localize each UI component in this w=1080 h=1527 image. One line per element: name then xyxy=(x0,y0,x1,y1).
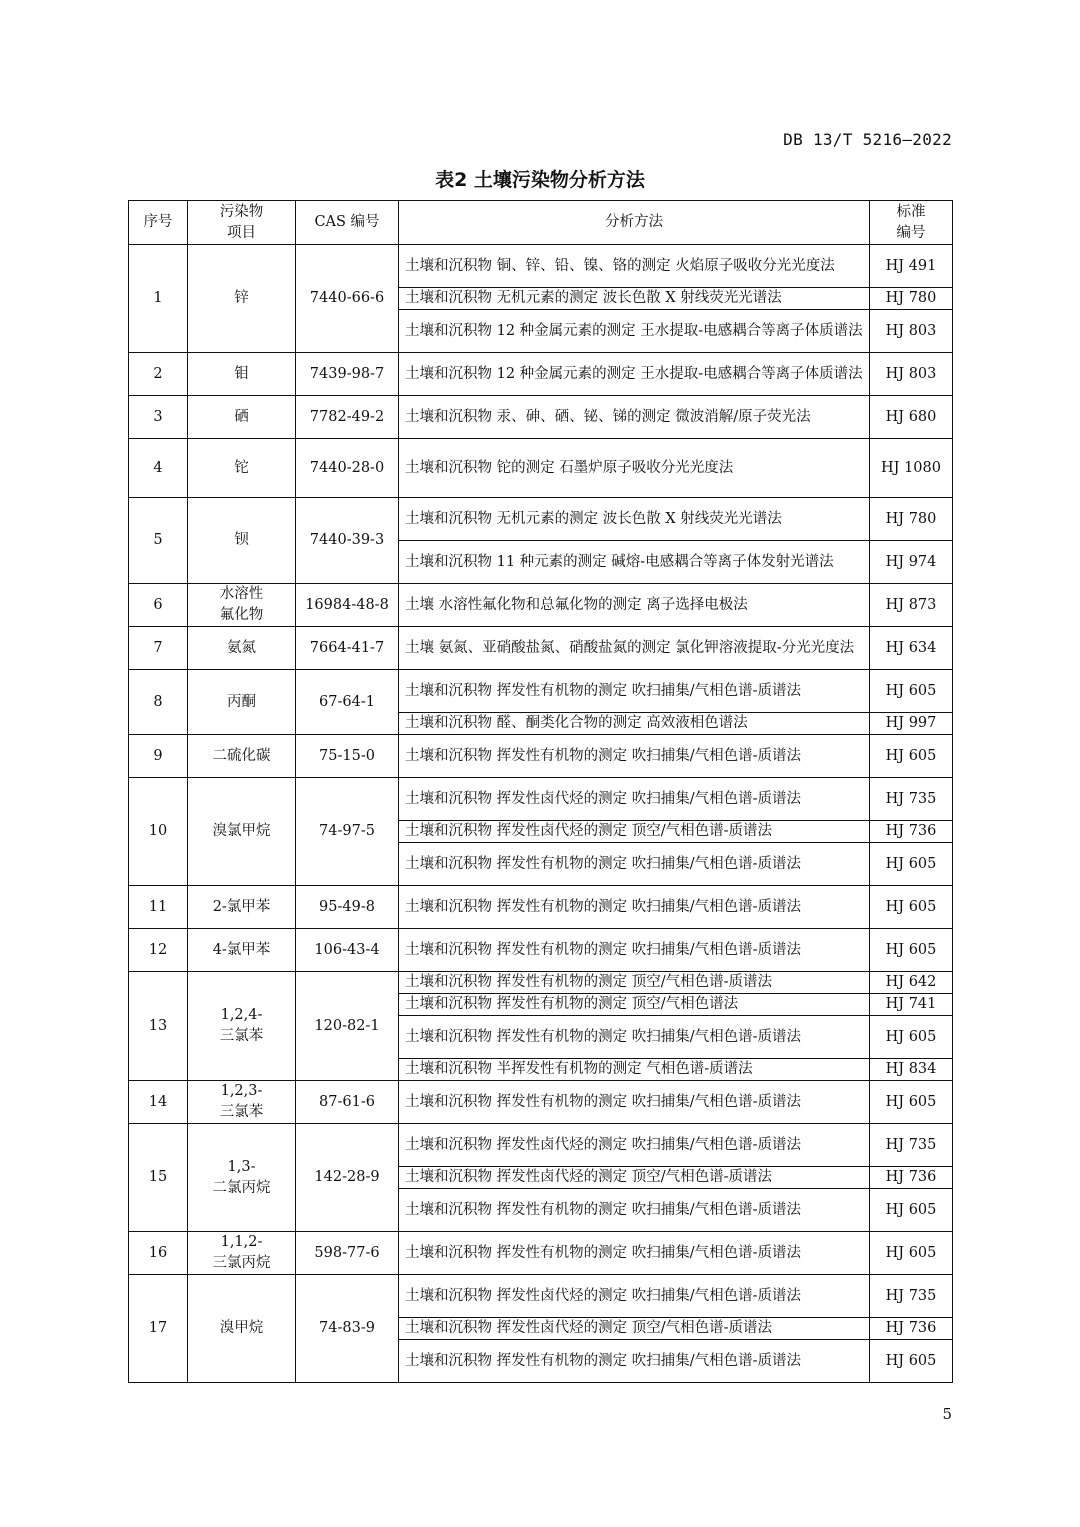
cell-method: 土壤和沉积物 挥发性卤代烃的测定 顶空/气相色谱-质谱法 xyxy=(399,1167,870,1189)
table-row xyxy=(129,1275,953,1318)
cell-pollutant: 锌 xyxy=(188,245,296,353)
cell-pollutant: 水溶性 氟化物 xyxy=(188,584,296,627)
cell-seq: 5 xyxy=(129,498,188,584)
cell-pollutant: 溴甲烷 xyxy=(188,1275,296,1383)
cell-standard: HJ 491 xyxy=(870,245,953,288)
cell-cas: 87-61-6 xyxy=(296,1081,399,1124)
cell-standard: HJ 736 xyxy=(870,1318,953,1340)
cell-cas: 7664-41-7 xyxy=(296,627,399,670)
cell-seq: 1 xyxy=(129,245,188,353)
cell-pollutant: 硒 xyxy=(188,396,296,439)
cell-seq: 3 xyxy=(129,396,188,439)
cell-method: 土壤 氨氮、亚硝酸盐氮、硝酸盐氮的测定 氯化钾溶液提取-分光光度法 xyxy=(399,627,870,670)
cell-standard: HJ 803 xyxy=(870,353,953,396)
table-header-row xyxy=(129,201,953,245)
cell-method: 土壤和沉积物 挥发性有机物的测定 吹扫捕集/气相色谱-质谱法 xyxy=(399,843,870,886)
table-row xyxy=(129,886,953,929)
cell-standard: HJ 605 xyxy=(870,1016,953,1059)
header-standard: 标准 编号 xyxy=(870,201,953,245)
cell-method: 土壤和沉积物 无机元素的测定 波长色散 X 射线荧光光谱法 xyxy=(399,288,870,310)
cell-standard: HJ 873 xyxy=(870,584,953,627)
table-row xyxy=(129,396,953,439)
cell-method: 土壤和沉积物 挥发性有机物的测定 吹扫捕集/气相色谱-质谱法 xyxy=(399,1189,870,1232)
cell-cas: 120-82-1 xyxy=(296,972,399,1081)
cell-method: 土壤和沉积物 挥发性有机物的测定 吹扫捕集/气相色谱-质谱法 xyxy=(399,1340,870,1383)
cell-pollutant: 丙酮 xyxy=(188,670,296,735)
cell-seq: 16 xyxy=(129,1232,188,1275)
cell-seq: 11 xyxy=(129,886,188,929)
table-row xyxy=(129,1081,953,1124)
cell-cas: 75-15-0 xyxy=(296,735,399,778)
cell-standard: HJ 605 xyxy=(870,1189,953,1232)
cell-method: 土壤和沉积物 醛、酮类化合物的测定 高效液相色谱法 xyxy=(399,713,870,735)
cell-standard: HJ 736 xyxy=(870,821,953,843)
cell-standard: HJ 780 xyxy=(870,288,953,310)
cell-standard: HJ 605 xyxy=(870,1081,953,1124)
cell-standard: HJ 803 xyxy=(870,310,953,353)
cell-standard: HJ 735 xyxy=(870,778,953,821)
cell-seq: 10 xyxy=(129,778,188,886)
cell-pollutant: 氨氮 xyxy=(188,627,296,670)
cell-standard: HJ 736 xyxy=(870,1167,953,1189)
cell-method: 土壤和沉积物 挥发性卤代烃的测定 吹扫捕集/气相色谱-质谱法 xyxy=(399,1124,870,1167)
table-body xyxy=(129,245,953,1383)
table-row xyxy=(129,1124,953,1167)
cell-method: 土壤和沉积物 挥发性卤代烃的测定 吹扫捕集/气相色谱-质谱法 xyxy=(399,1275,870,1318)
cell-method: 土壤和沉积物 无机元素的测定 波长色散 X 射线荧光光谱法 xyxy=(399,498,870,541)
cell-pollutant: 1,1,2- 三氯丙烷 xyxy=(188,1232,296,1275)
cell-pollutant: 1,2,3- 三氯苯 xyxy=(188,1081,296,1124)
cell-pollutant: 铊 xyxy=(188,439,296,498)
cell-cas: 7440-28-0 xyxy=(296,439,399,498)
cell-pollutant: 钡 xyxy=(188,498,296,584)
cell-method: 土壤 水溶性氟化物和总氟化物的测定 离子选择电极法 xyxy=(399,584,870,627)
cell-seq: 12 xyxy=(129,929,188,972)
cell-method: 土壤和沉积物 挥发性卤代烃的测定 顶空/气相色谱-质谱法 xyxy=(399,821,870,843)
cell-method: 土壤和沉积物 挥发性卤代烃的测定 吹扫捕集/气相色谱-质谱法 xyxy=(399,778,870,821)
table-row xyxy=(129,584,953,627)
cell-pollutant: 溴氯甲烷 xyxy=(188,778,296,886)
cell-method: 土壤和沉积物 挥发性卤代烃的测定 顶空/气相色谱-质谱法 xyxy=(399,1318,870,1340)
cell-seq: 17 xyxy=(129,1275,188,1383)
cell-cas: 106-43-4 xyxy=(296,929,399,972)
cell-cas: 7782-49-2 xyxy=(296,396,399,439)
table-row xyxy=(129,353,953,396)
cell-standard: HJ 780 xyxy=(870,498,953,541)
cell-standard: HJ 642 xyxy=(870,972,953,994)
header-method: 分析方法 xyxy=(399,201,870,245)
analysis-methods-table xyxy=(128,200,953,1383)
cell-seq: 4 xyxy=(129,439,188,498)
cell-standard: HJ 974 xyxy=(870,541,953,584)
table-row xyxy=(129,498,953,541)
cell-pollutant: 4-氯甲苯 xyxy=(188,929,296,972)
cell-seq: 13 xyxy=(129,972,188,1081)
cell-pollutant: 钼 xyxy=(188,353,296,396)
cell-standard: HJ 605 xyxy=(870,735,953,778)
cell-method: 土壤和沉积物 挥发性有机物的测定 顶空/气相色谱法 xyxy=(399,994,870,1016)
cell-method: 土壤和沉积物 12 种金属元素的测定 王水提取-电感耦合等离子体质谱法 xyxy=(399,310,870,353)
cell-cas: 67-64-1 xyxy=(296,670,399,735)
cell-method: 土壤和沉积物 挥发性有机物的测定 顶空/气相色谱-质谱法 xyxy=(399,972,870,994)
cell-method: 土壤和沉积物 半挥发性有机物的测定 气相色谱-质谱法 xyxy=(399,1059,870,1081)
cell-pollutant: 1,2,4- 三氯苯 xyxy=(188,972,296,1081)
cell-seq: 7 xyxy=(129,627,188,670)
cell-standard: HJ 605 xyxy=(870,670,953,713)
cell-standard: HJ 605 xyxy=(870,1232,953,1275)
cell-method: 土壤和沉积物 12 种金属元素的测定 王水提取-电感耦合等离子体质谱法 xyxy=(399,353,870,396)
cell-pollutant: 1,3- 二氯丙烷 xyxy=(188,1124,296,1232)
table-row xyxy=(129,778,953,821)
cell-standard: HJ 735 xyxy=(870,1275,953,1318)
cell-method: 土壤和沉积物 挥发性有机物的测定 吹扫捕集/气相色谱-质谱法 xyxy=(399,1016,870,1059)
cell-seq: 6 xyxy=(129,584,188,627)
cell-method: 土壤和沉积物 挥发性有机物的测定 吹扫捕集/气相色谱-质谱法 xyxy=(399,929,870,972)
cell-cas: 142-28-9 xyxy=(296,1124,399,1232)
cell-method: 土壤和沉积物 汞、砷、硒、铋、锑的测定 微波消解/原子荧光法 xyxy=(399,396,870,439)
table-row xyxy=(129,439,953,498)
cell-cas: 16984-48-8 xyxy=(296,584,399,627)
table-row xyxy=(129,670,953,713)
cell-cas: 7439-98-7 xyxy=(296,353,399,396)
table-row xyxy=(129,735,953,778)
table-row xyxy=(129,245,953,288)
cell-seq: 14 xyxy=(129,1081,188,1124)
cell-standard: HJ 605 xyxy=(870,843,953,886)
header-cas: CAS 编号 xyxy=(296,201,399,245)
cell-standard: HJ 680 xyxy=(870,396,953,439)
cell-pollutant: 2-氯甲苯 xyxy=(188,886,296,929)
cell-method: 土壤和沉积物 11 种元素的测定 碱熔-电感耦合等离子体发射光谱法 xyxy=(399,541,870,584)
cell-cas: 74-97-5 xyxy=(296,778,399,886)
cell-seq: 15 xyxy=(129,1124,188,1232)
cell-method: 土壤和沉积物 挥发性有机物的测定 吹扫捕集/气相色谱-质谱法 xyxy=(399,886,870,929)
cell-standard: HJ 997 xyxy=(870,713,953,735)
table-row xyxy=(129,627,953,670)
cell-method: 土壤和沉积物 挥发性有机物的测定 吹扫捕集/气相色谱-质谱法 xyxy=(399,1081,870,1124)
cell-method: 土壤和沉积物 铜、锌、铅、镍、铬的测定 火焰原子吸收分光光度法 xyxy=(399,245,870,288)
header-pollutant: 污染物 项目 xyxy=(188,201,296,245)
cell-cas: 7440-39-3 xyxy=(296,498,399,584)
cell-method: 土壤和沉积物 挥发性有机物的测定 吹扫捕集/气相色谱-质谱法 xyxy=(399,1232,870,1275)
cell-standard: HJ 605 xyxy=(870,1340,953,1383)
document-code: DB 13/T 5216—2022 xyxy=(783,130,952,149)
table-title: 表2 土壤污染物分析方法 xyxy=(435,169,645,191)
cell-cas: 598-77-6 xyxy=(296,1232,399,1275)
cell-standard: HJ 735 xyxy=(870,1124,953,1167)
cell-cas: 95-49-8 xyxy=(296,886,399,929)
cell-standard: HJ 605 xyxy=(870,886,953,929)
table-row xyxy=(129,929,953,972)
cell-seq: 8 xyxy=(129,670,188,735)
page-number: 5 xyxy=(942,1405,952,1423)
cell-standard: HJ 741 xyxy=(870,994,953,1016)
cell-method: 土壤和沉积物 铊的测定 石墨炉原子吸收分光光度法 xyxy=(399,439,870,498)
cell-standard: HJ 1080 xyxy=(870,439,953,498)
cell-seq: 9 xyxy=(129,735,188,778)
table-row xyxy=(129,1232,953,1275)
header-seq: 序号 xyxy=(129,201,188,245)
cell-cas: 74-83-9 xyxy=(296,1275,399,1383)
table-row xyxy=(129,972,953,994)
cell-method: 土壤和沉积物 挥发性有机物的测定 吹扫捕集/气相色谱-质谱法 xyxy=(399,735,870,778)
cell-standard: HJ 834 xyxy=(870,1059,953,1081)
cell-cas: 7440-66-6 xyxy=(296,245,399,353)
cell-pollutant: 二硫化碳 xyxy=(188,735,296,778)
cell-method: 土壤和沉积物 挥发性有机物的测定 吹扫捕集/气相色谱-质谱法 xyxy=(399,670,870,713)
cell-seq: 2 xyxy=(129,353,188,396)
cell-standard: HJ 605 xyxy=(870,929,953,972)
cell-standard: HJ 634 xyxy=(870,627,953,670)
